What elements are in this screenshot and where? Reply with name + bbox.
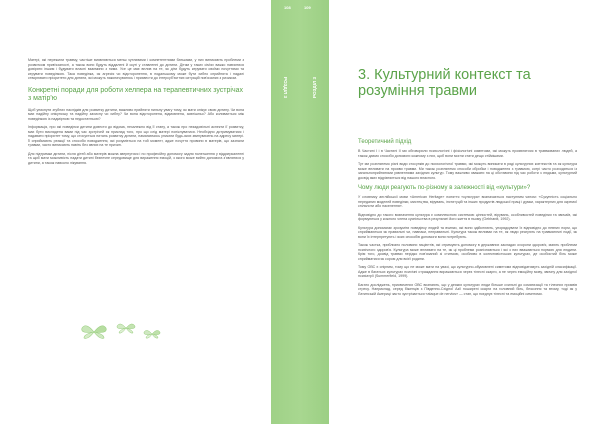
spine-label-right: РОЗДІЛ 3 bbox=[312, 76, 317, 98]
theory-paragraph-1: В Частині I і в Частині II ми обговорили психологічні і фізіологічні симптоми, які можуть проявлятися в травмованих людей, а також даємо способи допомоги кожному з них, щоб вони могли стати дещо стійкішими. bbox=[358, 149, 577, 158]
left-page-heading: Конкретні поради для роботи хелпера на терапевтичних зустрічах з матір'ю bbox=[28, 86, 244, 102]
spine-label-left: РОЗДІЛ 3 bbox=[283, 76, 288, 98]
culture-paragraph-2: Відповідно до такого визначення культура є комплексною системою цінностей, вірувань, особливостей поведінки та звичаїв, які формуються у кожного члена суспільства в результаті його життя в ньому (Gebhardt, 1992). bbox=[358, 212, 577, 221]
book-spine bbox=[271, 0, 329, 424]
page-number-right: 109 bbox=[304, 5, 311, 10]
left-paragraph-2: Інформація, про які поведінки дитини довести до відома, незалежно від її стану, а також про незадовільні аспекти її розвитку, має бути викладена вами під час зустрічей як приклад того, про що слід матері попіклуватися. Необхідно дотримуватися і надавати пріоритет тому, що стосується питань розвитку дитини, намагаючись уникати будь-яких звинувачень на адресу матері. Її сприймають реакції та способи поводження, які розуміється на той момент, адже почуття провини в матерів, що зазнали травми, часто виникають навіть без явних на те причин. bbox=[28, 125, 244, 147]
page-number-left: 108 bbox=[284, 5, 291, 10]
right-page-content bbox=[358, 139, 577, 300]
left-page bbox=[0, 0, 271, 424]
chapter-title: 3. Культурний контекст та розуміння травми bbox=[358, 67, 531, 99]
intro-paragraph: Матері, які пережили травму, частіше виявляються менш чутливими і компетентними батьками, у них виникають проблеми з розвитком прив'язаності, а також вони будуть віддалені й скуті у ставленні до дитини. Дітям у таких сім'ях важко навчитися довіряти іншим і будувати власні взаємини з ними. Усе це має вплив на те, як діти будуть керувати своїми почуттями та керувати поведінкою. Така поведінка, як агресія чи відсторонення, в подальшому може бути хибно сприйнята і надалі створювати пріоритети для дитини, які можуть накопичуватись і призвести до інтерсуб'єктних ситуацій пов'язаних з ризиком. bbox=[28, 58, 244, 80]
section-heading-theory: Теоретичний підхід bbox=[358, 139, 412, 145]
culture-paragraph-1: У словнику англійської мови «American Heritage» поняття «культура» визначається наступним чином: «Сукупність соціально переданих моделей поведінки, мистецтва, вірувань, інституцій та інших продуктів людської праці і думки, характерних для окремої спільноти або населення». bbox=[358, 195, 577, 208]
spine-right-half bbox=[300, 0, 329, 424]
culture-paragraph-4: Також частка, приблизно половини пацієнтів, які отримують допомогу в державних закладах охорони здоров'я, мають проблеми психічного здоров'я. Культура може впливати на те, як ці проблеми розпізнаються і які з них вважаються нормою для людини. Крім того, досвід травми нерідко пов'язаний зі стигмою, особливо в колективістських культурах, де особистий біль може сприйматися як сором для всієї родини. bbox=[358, 243, 577, 261]
right-page bbox=[329, 0, 600, 424]
butterfly-icon-1 bbox=[82, 326, 107, 339]
culture-paragraph-6: Багато досліджень, присвячених ОВС визнають, що у деяких культурах люди більше схильні до соматизації та тілесних проявів стресу. Наприклад, серед біженців з Південно-Східної Азії поширені скарги на головний біль, безсоння та втому, тоді як у Латинській Америці часто зустрічається «ataque de nervios» — стан, що поєднує тілесні та емоційні симптоми. bbox=[358, 282, 577, 296]
left-paragraph-1: Щоб уникнути згубних наслідків для розвитку дитини, важливо прийняти пильну увагу тому, як мати опікує свою дитину. Чи вона має надійну опікунську та надійну захисну чи хибну? Чи вона відсторонена, відмовлена, зовнішньо? Або коливається між поведінкою із надмірною та недостатньою? bbox=[28, 107, 244, 121]
spine-left-half bbox=[271, 0, 300, 424]
culture-paragraph-3: Культура допомагає зрозуміти поведінку людей та вчинки, які вони здійснюють, упорядкувати їх відповідно до певних норм, що сприймаються як правильні чи, навпаки, неправильні. Культура також впливає на те, як люди реагують на травматичні події, як вони їх інтерпретують і яких способів допомоги вони потребують. bbox=[358, 225, 577, 239]
theory-paragraph-2: Тут ми розглянемо різні види стосунків до психологічної травми, які можуть виникати в ряді культурних контекстів та як культура може впливати на прояви травми. Ми також розглянемо способи обробки і поводження з травмою, котрі часто розходяться із загальноприйнятими уявленнями західних культур. Тому важливо зважати на ці обставини під час роботи з людьми, культурний досвід яких відрізняється від нашого власного. bbox=[358, 162, 577, 180]
section-heading-culture: Чому люди реагують по-різному в залежності від «культури»? bbox=[358, 185, 531, 191]
left-page-content bbox=[28, 58, 244, 169]
butterfly-icon-3 bbox=[144, 330, 160, 338]
left-paragraph-3: Для підтримки дитини, після дітей або матерів можна звернутися і по професійну допомогу задля полегшення у віддзеркаленні та щоб мати можливість надати дитині безпечне середовище для вираження емоцій, з якого може вийти допомога з'являтися у дитини, а також навколо лікування. bbox=[28, 151, 244, 165]
butterfly-icon-2 bbox=[117, 324, 135, 333]
butterflies-illustration bbox=[78, 318, 168, 344]
culture-paragraph-5: Тому ОВС є спірним, тому що не може мати на увазі, що культурно-обумовлені симптоми відповідатимуть західній класифікації. Адже в багатьох культурах психічні страждання виражаються через тілесні скарги, а не через емоційну мову, звичну для західної психіатрії (Summerfield, 1999). bbox=[358, 265, 577, 278]
